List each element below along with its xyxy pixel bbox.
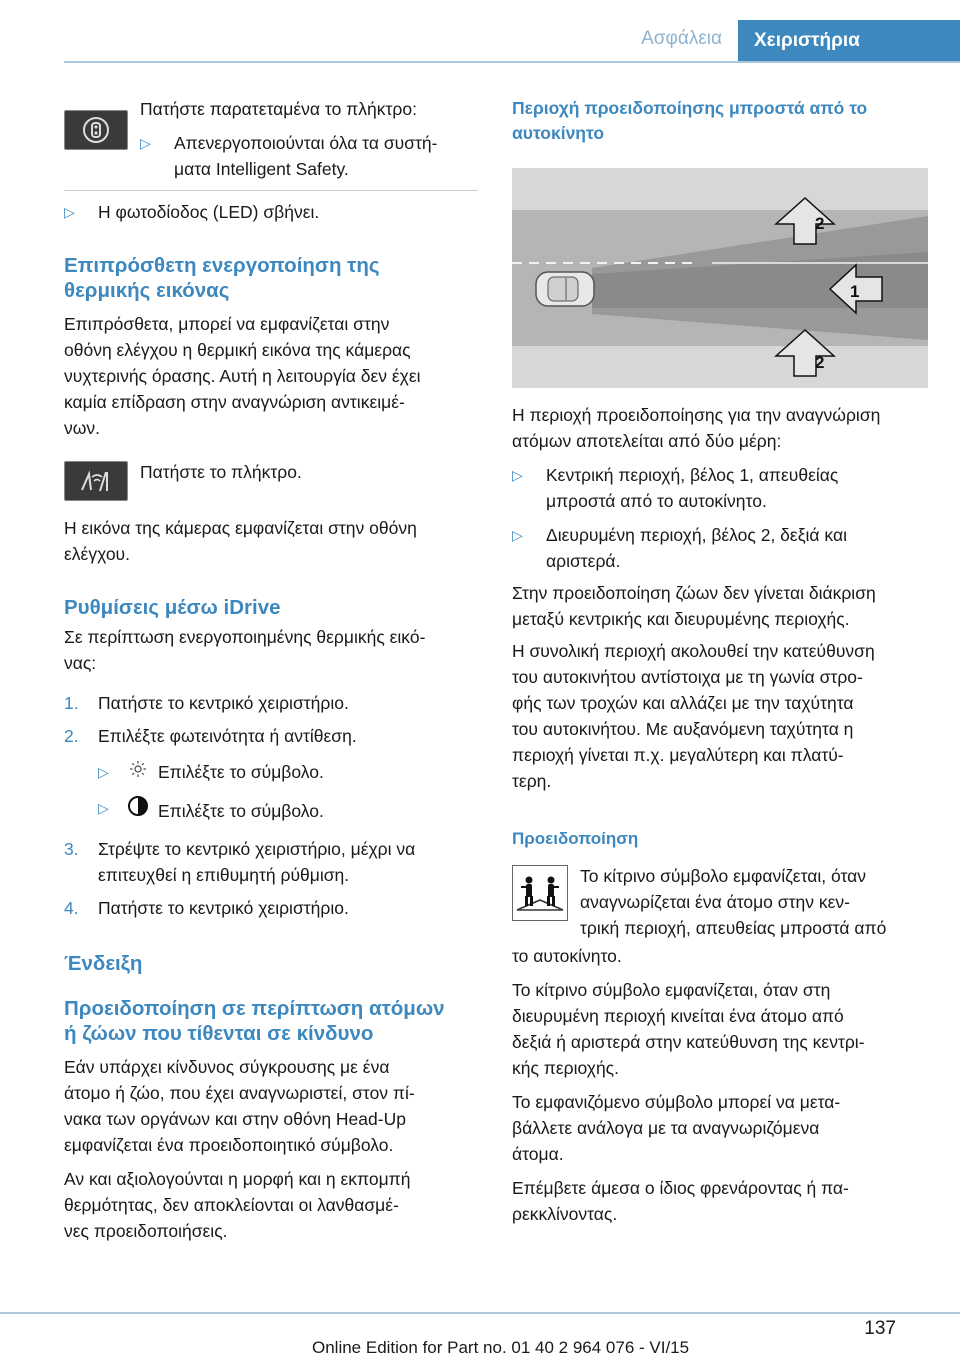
bullet-item: ▷ Η φωτοδίοδος (LED) σβήνει. bbox=[64, 199, 478, 225]
paragraph: Η εικόνα της κάμερας εμφανίζεται στην οθόνη ελέγχου. bbox=[64, 518, 417, 564]
bullet-triangle-icon: ▷ bbox=[64, 204, 75, 220]
bullet-triangle-icon: ▷ bbox=[98, 764, 109, 780]
press-hold-text: Πατήστε παρατεταμένα το πλήκτρο: bbox=[140, 99, 417, 119]
press-button-text: Πατήστε το πλήκτρο. bbox=[140, 462, 302, 482]
paragraph: Εάν υπάρχει κίνδυνος σύγκρουσης με ένα άτομο ή ζώο, που έχει αναγνωριστεί, στον πί- νακα των οργάνων και στην οθόνη Head-Up εμφανίζεται ένα προειδοποιητικό σύμβολο. bbox=[64, 1057, 415, 1155]
figure-label-1: 1 bbox=[850, 282, 860, 301]
paragraph: Η συνολική περιοχή ακολουθεί την κατεύθυνση του αυτοκινήτου αντίστοιχα με τη γωνία στρο- φής των τροχών και αλλάζει με την ταχύτητα του αυτοκινήτου. Με αυξανόμενη ταχύτητα η περιοχή γίνεται π.χ. μεγαλύτερη και πλατύ- τερη. bbox=[512, 641, 875, 791]
page-number: 137 bbox=[864, 1318, 896, 1339]
footer-rule bbox=[0, 1312, 960, 1314]
pedestrian-warning-icon bbox=[512, 865, 568, 921]
bullet-item: ▷ Διευρυμένη περιοχή, βέλος 2, δεξιά και αριστερά. bbox=[512, 522, 928, 574]
step-item: 3. Στρέψτε το κεντρικό χειριστήριο, μέχρι να επιτευχθεί η επιθυμητή ρύθμιση. bbox=[64, 839, 416, 885]
heading-idrive-settings: Ρυθμίσεις μέσω iDrive bbox=[64, 596, 281, 619]
section-title: Ασφάλεια bbox=[641, 28, 722, 49]
edition-footer: Online Edition for Part no. 01 40 2 964 076 - VI/15 bbox=[312, 1338, 690, 1357]
night-vision-button-icon bbox=[64, 461, 128, 501]
paragraph: Το κίτρινο σύμβολο εμφανίζεται, όταν αναγνωρίζεται ένα άτομο στην κεν- τρική περιοχή, απευθείας μπροστά από bbox=[580, 866, 887, 938]
contrast-icon bbox=[126, 795, 150, 824]
bullet-triangle-icon: ▷ bbox=[98, 800, 109, 816]
step-item: 2. Επιλέξτε φωτεινότητα ή αντίθεση. bbox=[64, 726, 357, 746]
paragraph: Επέμβετε άμεσα ο ίδιος φρενάροντας ή πα- ρεκκλίνοντας. bbox=[512, 1178, 849, 1224]
intelligent-safety-button-icon bbox=[64, 110, 128, 150]
right-column bbox=[512, 96, 928, 1227]
figure-label-2-bottom: 2 bbox=[815, 353, 825, 372]
heading-thermal-image: Επιπρόσθετη ενεργοποίηση της θερμικής εικόνας bbox=[64, 254, 380, 302]
sub-bullet-item: ▷ Επιλέξτε το σύμβολο. bbox=[64, 759, 478, 785]
warning-symbol-row bbox=[512, 863, 928, 943]
figure-label-2-top: 2 bbox=[815, 214, 825, 233]
paragraph: Σε περίπτωση ενεργοποιημένης θερμικής εικό- νας: bbox=[64, 627, 426, 673]
header-rule bbox=[64, 61, 960, 63]
chapter-tab: Χειριστήρια bbox=[738, 20, 960, 62]
paragraph: Αν και αξιολογούνται η μορφή και η εκπομπή θερμότητας, δεν αποκλείονται οι λανθασμέ- νες προειδοποιήσεις. bbox=[64, 1169, 411, 1241]
left-column bbox=[64, 96, 478, 1244]
safety-button-row bbox=[64, 96, 478, 182]
paragraph: Επιπρόσθετα, μπορεί να εμφανίζεται στην οθόνη ελέγχου η θερμική εικόνα της κάμερας νυχτερινής όρασης. Αυτή η λειτουργία δεν έχει καμία επίδραση στην αναγνώριση αντικειμέ- νων. bbox=[64, 314, 421, 438]
bullet-item: ▷ Απενεργοποιούνται όλα τα συστή- ματα Intelligent Safety. bbox=[140, 130, 478, 182]
sun-icon bbox=[126, 759, 150, 785]
subheading-warning: Προειδοποίηση bbox=[512, 829, 639, 848]
warning-area-figure bbox=[512, 168, 928, 388]
step-item: 4. Πατήστε το κεντρικό χειριστήριο. bbox=[64, 898, 349, 918]
bullet-item: ▷ Κεντρική περιοχή, βέλος 1, απευθείας μπροστά από το αυτοκίνητο. bbox=[512, 462, 928, 514]
heading-warning-area: Περιοχή προειδοποίησης μπροστά από το αυτοκίνητο bbox=[512, 98, 868, 143]
steps-list bbox=[64, 690, 478, 921]
step-item: 1. Πατήστε το κεντρικό χειριστήριο. bbox=[64, 693, 349, 713]
paragraph: το αυτοκίνητο. bbox=[512, 946, 622, 966]
paragraph: Το κίτρινο σύμβολο εμφανίζεται, όταν στη διευρυμένη περιοχή κινείται ένα άτομο από δεξιά ή αριστερά στην κατεύθυνση της κεντρι- κής περιοχής. bbox=[512, 980, 865, 1078]
paragraph: Το εμφανιζόμενο σύμβολο μπορεί να μετα- βάλλετε ανάλογα με τα αναγνωριζόμενα άτομα. bbox=[512, 1092, 841, 1164]
heading-display: Ένδειξη bbox=[64, 952, 143, 975]
bullet-triangle-icon: ▷ bbox=[512, 527, 523, 543]
car-icon bbox=[536, 272, 594, 306]
divider bbox=[64, 190, 478, 191]
night-vision-button-row bbox=[64, 459, 478, 509]
bullet-triangle-icon: ▷ bbox=[140, 135, 151, 151]
paragraph: Στην προειδοποίηση ζώων δεν γίνεται διάκριση μεταξύ κεντρικής και διευρυμένης περιοχής. bbox=[512, 583, 876, 629]
paragraph: Η περιοχή προειδοποίησης για την αναγνώριση ατόμων αποτελείται από δύο μέρη: bbox=[512, 405, 881, 451]
page-header bbox=[0, 0, 960, 62]
heading-warning-persons: Προειδοποίηση σε περίπτωση ατόμων ή ζώων που τίθενται σε κίνδυνο bbox=[64, 997, 445, 1045]
sub-bullet-item: ▷ Επιλέξτε το σύμβολο. bbox=[64, 795, 478, 824]
bullet-triangle-icon: ▷ bbox=[512, 467, 523, 483]
